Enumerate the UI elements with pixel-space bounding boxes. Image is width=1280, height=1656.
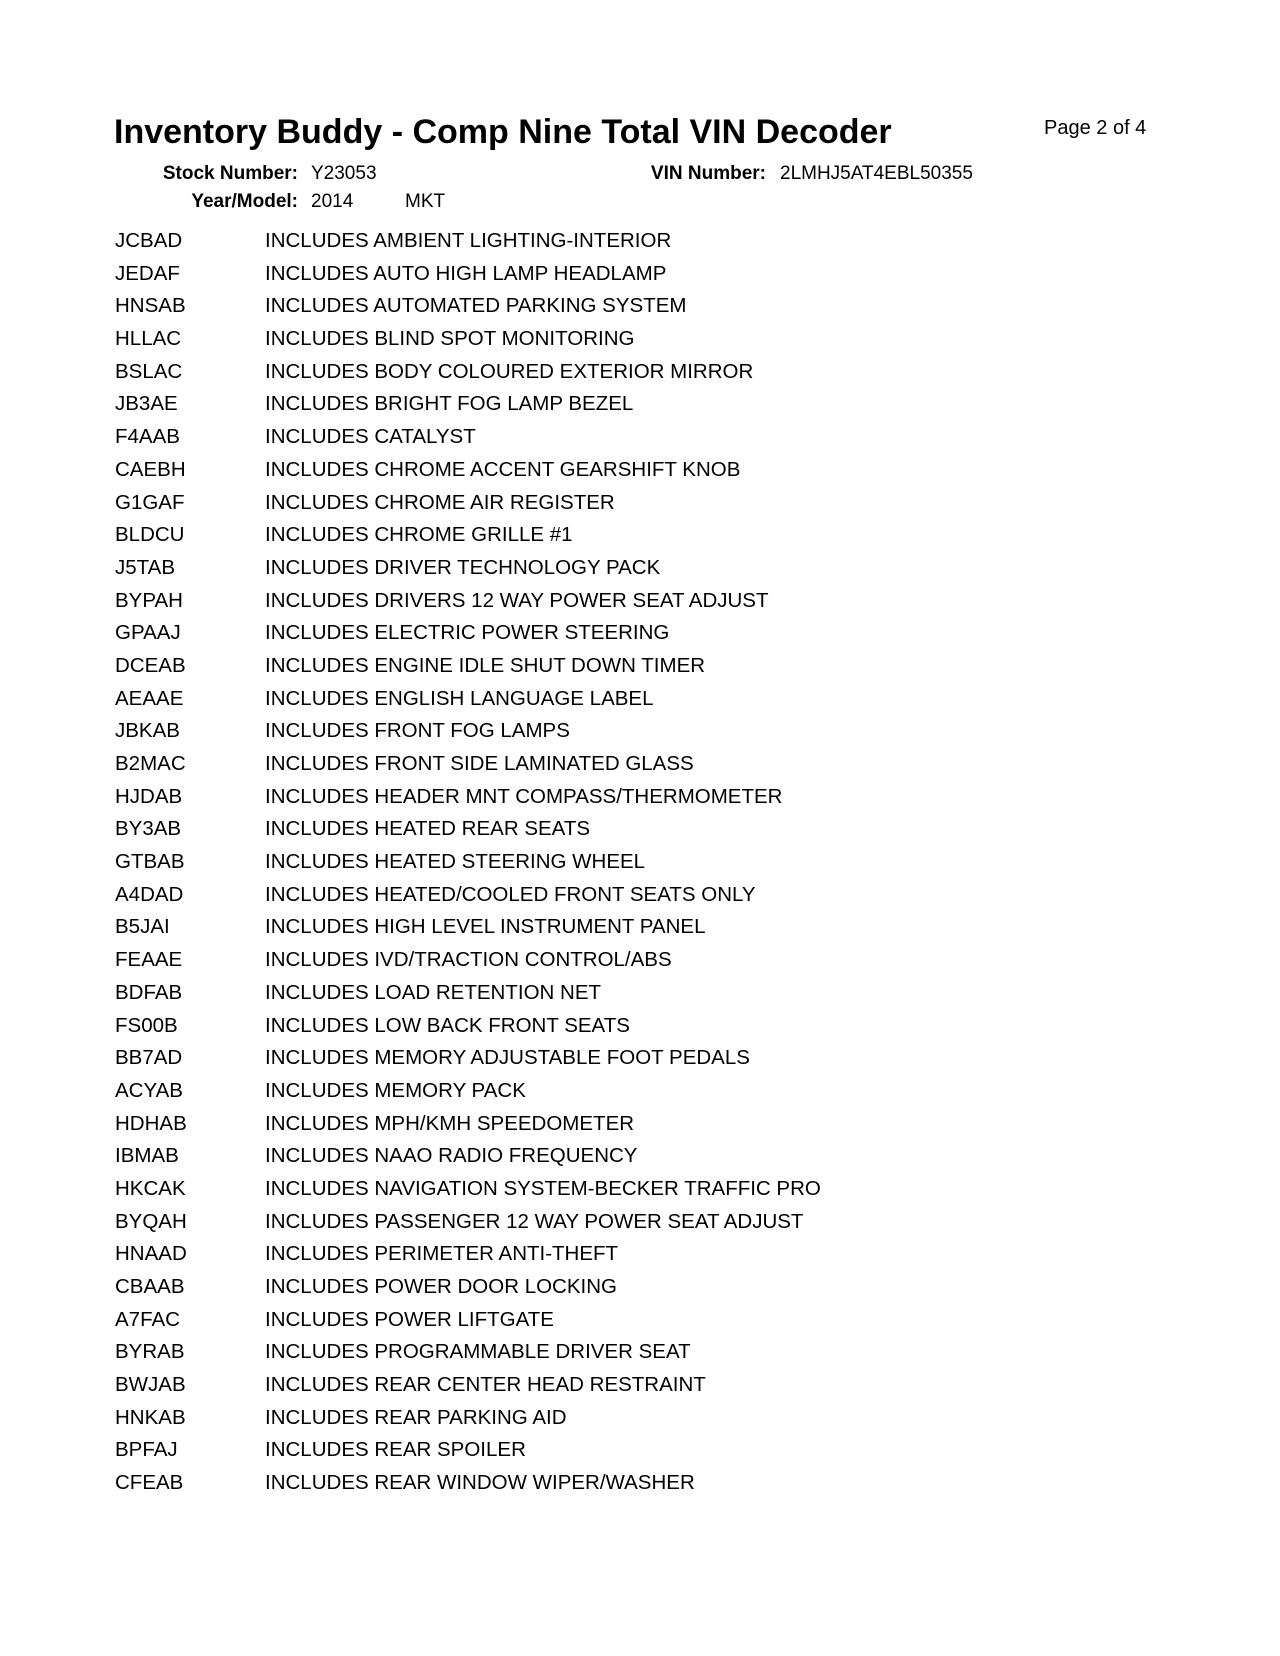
option-code: HKCAK: [115, 1176, 186, 1200]
option-row: [115, 327, 821, 360]
option-code: CBAAB: [115, 1275, 185, 1298]
option-code: J5TAB: [115, 555, 175, 579]
option-row: [115, 1471, 821, 1504]
option-code: CAEBH: [115, 457, 186, 481]
option-row: [115, 1308, 821, 1341]
option-code: BY3AB: [115, 817, 182, 841]
option-description: INCLUDES REAR CENTER HEAD RESTRAINT: [265, 1373, 706, 1397]
option-description: INCLUDES CHROME ACCENT GEARSHIFT KNOB: [265, 457, 741, 481]
page-number: Page 2 of 4: [1044, 117, 1147, 139]
option-row: [115, 1438, 821, 1471]
option-row: [115, 392, 821, 425]
option-row: [115, 1177, 821, 1210]
option-code: JB3AE: [115, 392, 178, 416]
option-description: INCLUDES IVD/TRACTION CONTROL/ABS: [265, 948, 672, 972]
option-code: BYRAB: [115, 1340, 185, 1364]
option-row: [115, 817, 821, 850]
option-row: [115, 981, 821, 1014]
option-description: INCLUDES BODY COLOURED EXTERIOR MIRROR: [265, 359, 754, 383]
option-description: INCLUDES NAAO RADIO FREQUENCY: [265, 1144, 638, 1168]
option-code: HDHAB: [115, 1111, 187, 1135]
option-code: BYQAH: [115, 1209, 187, 1233]
option-code: BPFAJ: [115, 1438, 178, 1462]
option-row: [115, 915, 821, 948]
option-row: [115, 719, 821, 752]
option-row: [115, 360, 821, 393]
option-code: BYPAH: [115, 588, 183, 612]
option-row: [115, 556, 821, 589]
option-description: INCLUDES MEMORY PACK: [265, 1078, 526, 1102]
option-code: BDFAB: [115, 980, 183, 1004]
option-code: BB7AD: [115, 1046, 183, 1070]
option-row: [115, 883, 821, 916]
option-code-list: [115, 229, 821, 1504]
year-model-label: Year/Model:: [191, 191, 298, 212]
option-description: INCLUDES CHROME AIR REGISTER: [265, 490, 615, 514]
option-description: INCLUDES BRIGHT FOG LAMP BEZEL: [265, 392, 634, 416]
option-description: INCLUDES REAR PARKING AID: [265, 1405, 567, 1429]
option-row: [115, 458, 821, 491]
option-description: INCLUDES DRIVER TECHNOLOGY PACK: [265, 555, 661, 579]
option-row: [115, 948, 821, 981]
option-row: [115, 523, 821, 556]
option-row: [115, 1112, 821, 1145]
option-code: JBKAB: [115, 719, 180, 743]
option-description: INCLUDES REAR SPOILER: [265, 1438, 526, 1462]
option-description: INCLUDES FRONT SIDE LAMINATED GLASS: [265, 752, 694, 775]
option-description: INCLUDES LOW BACK FRONT SEATS: [265, 1013, 630, 1037]
option-row: [115, 1144, 821, 1177]
option-description: INCLUDES CHROME GRILLE #1: [265, 523, 573, 547]
option-description: INCLUDES BLIND SPOT MONITORING: [265, 327, 635, 351]
document-title: Inventory Buddy - Comp Nine Total VIN Decoder: [114, 113, 892, 151]
option-code: GTBAB: [115, 850, 185, 874]
year-value: 2014: [311, 191, 354, 212]
option-row: [115, 425, 821, 458]
option-code: A4DAD: [115, 882, 184, 906]
option-code: HJDAB: [115, 784, 183, 808]
option-code: IBMAB: [115, 1144, 179, 1168]
option-description: INCLUDES HEATED REAR SEATS: [265, 817, 591, 841]
option-row: [115, 1210, 821, 1243]
option-code: B2MAC: [115, 752, 186, 775]
option-code: JEDAF: [115, 261, 180, 285]
option-description: INCLUDES FRONT FOG LAMPS: [265, 719, 570, 743]
option-row: [115, 1014, 821, 1047]
option-code: BWJAB: [115, 1373, 186, 1397]
option-description: INCLUDES POWER DOOR LOCKING: [265, 1275, 617, 1298]
option-code: CFEAB: [115, 1471, 184, 1495]
vin-number-label: VIN Number:: [650, 163, 766, 184]
stock-number-label: Stock Number:: [162, 163, 298, 184]
option-description: INCLUDES HEADER MNT COMPASS/THERMOMETER: [265, 784, 783, 808]
option-description: INCLUDES PASSENGER 12 WAY POWER SEAT ADJUST: [265, 1209, 804, 1233]
option-row: [115, 1079, 821, 1112]
option-row: [115, 229, 821, 262]
option-row: [115, 785, 821, 818]
option-row: [115, 294, 821, 327]
option-row: [115, 621, 821, 654]
option-code: BLDCU: [115, 523, 185, 547]
option-code: G1GAF: [115, 490, 185, 514]
option-row: [115, 491, 821, 524]
option-description: INCLUDES NAVIGATION SYSTEM-BECKER TRAFFIC PRO: [265, 1176, 821, 1200]
option-description: INCLUDES REAR WINDOW WIPER/WASHER: [265, 1471, 695, 1495]
option-row: [115, 850, 821, 883]
option-description: INCLUDES PROGRAMMABLE DRIVER SEAT: [265, 1340, 691, 1364]
option-description: INCLUDES POWER LIFTGATE: [265, 1307, 554, 1331]
option-description: INCLUDES ELECTRIC POWER STEERING: [265, 621, 670, 645]
option-row: [115, 589, 821, 622]
option-code: JCBAD: [115, 229, 183, 252]
model-value: MKT: [405, 191, 446, 212]
option-description: INCLUDES ENGLISH LANGUAGE LABEL: [265, 686, 654, 710]
option-row: [115, 687, 821, 720]
stock-number-value: Y23053: [311, 163, 377, 184]
option-code: B5JAI: [115, 915, 170, 939]
option-description: INCLUDES AUTO HIGH LAMP HEADLAMP: [265, 261, 667, 285]
option-description: INCLUDES PERIMETER ANTI-THEFT: [265, 1242, 619, 1266]
option-description: INCLUDES ENGINE IDLE SHUT DOWN TIMER: [265, 653, 706, 677]
option-code: FEAAE: [115, 948, 183, 972]
option-row: [115, 1046, 821, 1079]
option-row: [115, 1340, 821, 1373]
option-code: AEAAE: [115, 686, 184, 710]
option-description: INCLUDES AMBIENT LIGHTING-INTERIOR: [265, 229, 672, 252]
option-code: DCEAB: [115, 653, 186, 677]
option-description: INCLUDES HEATED/COOLED FRONT SEATS ONLY: [265, 882, 756, 906]
option-code: F4AAB: [115, 425, 180, 449]
option-code: GPAAJ: [115, 621, 181, 645]
vin-number-value: 2LMHJ5AT4EBL50355: [780, 163, 973, 184]
option-code: HNAAD: [115, 1242, 187, 1266]
option-code: HNSAB: [115, 294, 186, 318]
option-row: [115, 1406, 821, 1439]
option-row: [115, 262, 821, 295]
option-code: HNKAB: [115, 1405, 186, 1429]
option-code: BSLAC: [115, 359, 183, 383]
option-code: FS00B: [115, 1013, 178, 1037]
option-code: ACYAB: [115, 1078, 183, 1102]
option-row: [115, 1275, 821, 1308]
option-description: INCLUDES CATALYST: [265, 425, 476, 449]
option-row: [115, 752, 821, 785]
option-description: INCLUDES DRIVERS 12 WAY POWER SEAT ADJUST: [265, 588, 769, 612]
option-row: [115, 1242, 821, 1275]
option-description: INCLUDES LOAD RETENTION NET: [265, 980, 602, 1004]
option-code: A7FAC: [115, 1307, 180, 1331]
option-code: HLLAC: [115, 327, 182, 351]
option-description: INCLUDES HEATED STEERING WHEEL: [265, 850, 646, 874]
option-row: [115, 1373, 821, 1406]
option-description: INCLUDES MPH/KMH SPEEDOMETER: [265, 1111, 635, 1135]
option-description: INCLUDES AUTOMATED PARKING SYSTEM: [265, 294, 687, 318]
option-description: INCLUDES MEMORY ADJUSTABLE FOOT PEDALS: [265, 1046, 750, 1070]
option-description: INCLUDES HIGH LEVEL INSTRUMENT PANEL: [265, 915, 706, 939]
option-row: [115, 654, 821, 687]
